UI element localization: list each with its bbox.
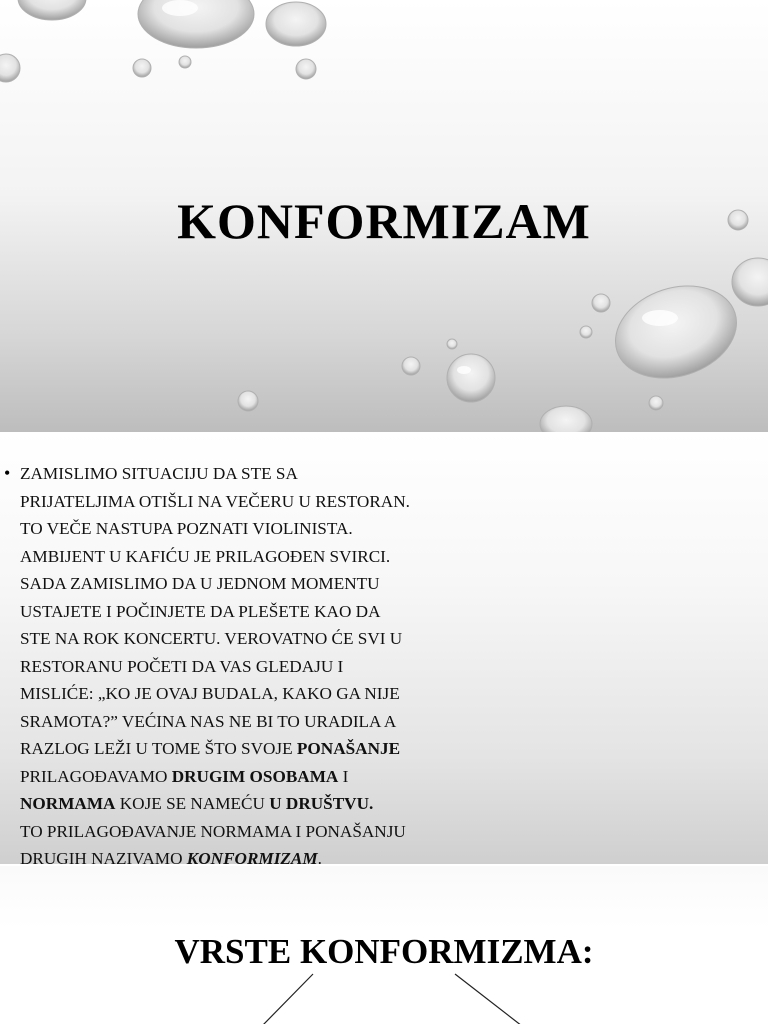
text-segment: TO VEČE NASTUPA POZNATI VIOLINISTA. <box>20 519 353 538</box>
paragraph-line <box>20 543 464 571</box>
text-segment: PRIJATELJIMA OTIŠLI NA VEČERU U RESTORAN. <box>20 491 410 511</box>
text-segment: MISLIĆE: „KO JE OVAJ BUDALA, KAKO GA NIJE <box>20 684 400 703</box>
text-segment: PRILAGOĐAVAMO <box>20 766 172 786</box>
paragraph-line <box>20 598 464 626</box>
text-segment: . <box>317 849 322 864</box>
paragraph-line <box>20 818 464 846</box>
paragraph-line <box>20 708 464 736</box>
text-segment: TO PRILAGOĐAVANJE NORMAMA I PONAŠANJU <box>20 821 406 841</box>
text-segment: SADA ZAMISLIMO DA U JEDNOM MOMENTU <box>20 574 380 593</box>
paragraph-line <box>20 680 464 708</box>
text-segment: STE NA ROK KONCERTU. VEROVATNO ĆE SVI U <box>20 629 403 648</box>
paragraph-line <box>20 845 464 864</box>
text-segment: SRAMOTA?” VEĆINA NAS NE BI TO URADILA A <box>20 711 397 731</box>
connector-line-left <box>262 974 313 1024</box>
emphasized-text: U DRUŠTVU. <box>269 794 374 813</box>
paragraph-line <box>20 515 464 543</box>
text-segment: AMBIJENT U KAFIĆU JE PRILAGOĐEN SVIRCI. <box>20 546 391 566</box>
text-slide <box>0 432 768 864</box>
emphasized-text: PONAŠANJE <box>296 739 401 758</box>
text-segment: RESTORANU POČETI DA VAS GLEDAJU I <box>20 656 344 676</box>
slide-heading: VRSTE KONFORMIZMA: <box>174 932 594 971</box>
text-segment: ZAMISLIMO SITUACIJU DA STE SA <box>20 464 298 483</box>
slide-title: KONFORMIZAM <box>177 193 591 249</box>
emphasized-text: NORMAMA <box>20 794 116 813</box>
bullet-marker: • <box>4 463 11 483</box>
diagram-connectors <box>0 866 768 1024</box>
text-segment: KOJE SE NAMEĆU <box>115 794 270 813</box>
paragraph-line <box>20 735 464 763</box>
text-segment: RAZLOG LEŽI U TOME ŠTO SVOJE <box>20 739 297 758</box>
body-paragraph <box>20 460 464 864</box>
paragraph-line <box>20 625 464 653</box>
text-segment: DRUGIH NAZIVAMO <box>20 849 187 864</box>
paragraph-line <box>20 763 464 791</box>
paragraph-line <box>20 460 464 488</box>
text-segment: USTAJETE I POČINJETE DA PLEŠETE KAO DA <box>20 601 381 621</box>
connector-line-right <box>455 974 522 1024</box>
emphasized-text: KONFORMIZAM <box>186 849 318 864</box>
paragraph-line <box>20 488 464 516</box>
paragraph-line <box>20 790 464 818</box>
text-segment: I <box>338 766 349 786</box>
paragraph-line <box>20 653 464 681</box>
title-slide <box>0 0 768 432</box>
types-slide <box>0 866 768 1024</box>
emphasized-text: DRUGIM OSOBAMA <box>171 766 339 786</box>
paragraph-line <box>20 570 464 598</box>
